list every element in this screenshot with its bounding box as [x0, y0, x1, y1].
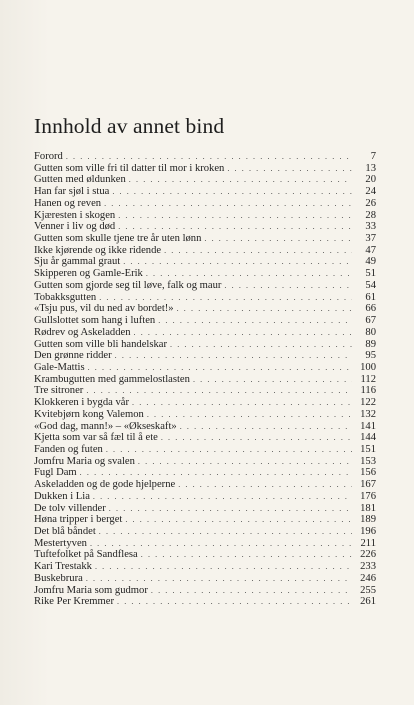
- toc-entry: [34, 538, 376, 550]
- toc-entry-title: Den grønne ridder: [34, 350, 112, 362]
- dot-leader: [90, 538, 352, 550]
- toc-entry-page: 226: [360, 549, 376, 561]
- toc-entry: [34, 397, 376, 409]
- toc-entry-page: 181: [360, 502, 376, 514]
- toc-entry-title: Gutten som gjorde seg til løve, falk og maur: [34, 279, 222, 291]
- toc-entry: [34, 444, 376, 456]
- dot-leader: [147, 409, 352, 421]
- toc-entry: [34, 221, 376, 233]
- dot-leader: [95, 561, 352, 573]
- toc-entry: [34, 526, 376, 538]
- dot-leader: [66, 151, 352, 163]
- toc-entry: [34, 362, 376, 374]
- toc-entry-title: Skipperen og Gamle-Erik: [34, 268, 143, 280]
- toc-entry-page: 89: [365, 338, 376, 350]
- toc-entry-title: Krambugutten med gammelostlasten: [34, 373, 190, 385]
- toc-entry-page: 37: [365, 233, 376, 245]
- dot-leader: [134, 327, 352, 339]
- toc-entry-title: Gutten med øldunken: [34, 174, 126, 186]
- toc-entry: [34, 596, 376, 608]
- toc-entry: [34, 163, 376, 175]
- dot-leader: [204, 233, 352, 245]
- dot-leader: [112, 186, 352, 198]
- toc-entry-title: Tuftefolket på Sandflesa: [34, 549, 138, 561]
- dot-leader: [86, 573, 352, 585]
- dot-leader: [170, 339, 352, 351]
- toc-entry-title: Dukken i Lia: [34, 490, 90, 502]
- toc-entry-page: 156: [360, 467, 376, 479]
- dot-leader: [180, 421, 352, 433]
- toc-entry-page: 132: [360, 408, 376, 420]
- toc-entry: [34, 350, 376, 362]
- toc-entry-page: 28: [365, 209, 376, 221]
- toc-entry: [34, 585, 376, 597]
- dot-leader: [99, 526, 352, 538]
- toc-entry-page: 167: [360, 479, 376, 491]
- dot-leader: [125, 514, 352, 526]
- dot-leader: [161, 432, 352, 444]
- toc-entry: [34, 374, 376, 386]
- dot-leader: [93, 491, 352, 503]
- toc-entry-title: Rødrev og Askeladden: [34, 326, 131, 338]
- toc-entry: [34, 421, 376, 433]
- dot-leader: [80, 467, 352, 479]
- toc-entry: [34, 456, 376, 468]
- toc-entry-title: Tobakksgutten: [34, 291, 97, 303]
- toc-entry: [34, 233, 376, 245]
- dot-leader: [158, 315, 352, 327]
- toc-entry: [34, 549, 376, 561]
- dot-leader: [115, 350, 352, 362]
- toc-entry-title: Gutten som ville bli handelskar: [34, 338, 167, 350]
- toc-entry-page: 261: [360, 596, 376, 608]
- toc-entry-page: 61: [365, 291, 376, 303]
- toc-entry-title: Gutten som ville fri til datter til mor i kroken: [34, 162, 225, 174]
- toc-entry-title: Buskebrura: [34, 572, 83, 584]
- dot-leader: [164, 245, 352, 257]
- toc-entry-title: Ikke kjørende og ikke ridende: [34, 244, 162, 256]
- toc-entry: [34, 573, 376, 585]
- toc-entry-title: Kari Trestakk: [34, 561, 92, 573]
- toc-entry-title: Kjæresten i skogen: [34, 209, 116, 221]
- toc-entry-title: Tre sitroner: [34, 385, 84, 397]
- toc-entry-page: 67: [365, 315, 376, 327]
- toc-entry: [34, 186, 376, 198]
- dot-leader: [104, 198, 352, 210]
- toc-entry-title: Askeladden og de gode hjelperne: [34, 479, 176, 491]
- toc-entry-page: 49: [365, 256, 376, 268]
- toc-entry-page: 196: [360, 526, 376, 537]
- toc-entry: [34, 503, 376, 515]
- toc-entry: [34, 339, 376, 351]
- toc-entry-title: Gutten som skulle tjene tre år uten lønn: [34, 233, 202, 245]
- toc-entry-title: Hanen og reven: [34, 197, 102, 209]
- toc-entry-title: Gale-Mattis: [34, 361, 85, 373]
- dot-leader: [224, 280, 352, 292]
- toc-entry-page: 26: [365, 197, 376, 209]
- toc-entry-page: 211: [360, 537, 376, 549]
- toc-entry-page: 80: [365, 326, 376, 338]
- toc-entry: [34, 210, 376, 222]
- dot-leader: [118, 221, 352, 233]
- toc-entry-page: 176: [360, 490, 376, 502]
- toc-entry-title: Det blå båndet: [34, 526, 96, 537]
- toc-entry-title: Forord: [34, 151, 63, 162]
- dot-leader: [146, 268, 352, 280]
- dot-leader: [117, 596, 352, 608]
- toc-entry-page: 13: [365, 162, 376, 174]
- toc-entry-page: 144: [360, 432, 376, 444]
- toc-entry-title: «Tsju pus, vil du ned av bordet!»: [34, 303, 174, 315]
- dot-leader: [151, 585, 352, 597]
- dot-leader: [88, 362, 352, 374]
- toc-entry: [34, 315, 376, 327]
- toc-entry-page: 233: [360, 561, 376, 573]
- dot-leader: [178, 479, 352, 491]
- toc-entry: [34, 432, 376, 444]
- page-title: Innhold av annet bind: [34, 114, 225, 138]
- dot-leader: [129, 174, 352, 186]
- toc-entry-page: 255: [360, 584, 376, 596]
- toc-entry-page: 246: [360, 572, 376, 584]
- toc-entry-title: Fugl Dam: [34, 467, 77, 479]
- toc-entry-page: 189: [360, 514, 376, 526]
- dot-leader: [99, 292, 352, 304]
- toc-entry-title: Kvitebjørn kong Valemon: [34, 408, 144, 420]
- toc-entry: [34, 327, 376, 339]
- toc-entry-page: 122: [360, 397, 376, 409]
- toc-entry: [34, 514, 376, 526]
- toc-entry-title: Fanden og futen: [34, 443, 103, 455]
- toc-entry-page: 95: [365, 350, 376, 362]
- toc-entry: [34, 256, 376, 268]
- toc-entry: [34, 280, 376, 292]
- toc-entry-page: 153: [360, 455, 376, 467]
- toc-entry: [34, 245, 376, 257]
- toc-entry-title: «God dag, mann!» – «Økseskaft»: [34, 420, 177, 432]
- dot-leader: [86, 385, 352, 397]
- toc-entry: [34, 409, 376, 421]
- toc-entry: [34, 151, 376, 163]
- toc-entry: [34, 385, 376, 397]
- toc-entry: [34, 303, 376, 315]
- dot-leader: [109, 503, 352, 515]
- toc-entry-title: Jomfru Maria som gudmor: [34, 584, 148, 596]
- dot-leader: [138, 456, 352, 468]
- toc-entry-page: 20: [365, 174, 376, 186]
- toc-entry: [34, 268, 376, 280]
- table-of-contents: [34, 151, 376, 608]
- toc-entry-title: Gullslottet som hang i luften: [34, 315, 156, 327]
- dot-leader: [132, 397, 352, 409]
- toc-entry-page: 151: [360, 443, 376, 455]
- toc-entry: [34, 561, 376, 573]
- toc-entry: [34, 292, 376, 304]
- toc-entry: [34, 479, 376, 491]
- toc-entry-title: Mestertyven: [34, 537, 87, 549]
- toc-entry-page: 7: [370, 151, 376, 162]
- toc-entry-title: Rike Per Kremmer: [34, 596, 115, 608]
- toc-entry-title: Venner i liv og død: [34, 221, 116, 233]
- toc-entry-page: 47: [365, 244, 376, 256]
- toc-entry-title: Kjetta som var så fæl til å ete: [34, 432, 158, 444]
- dot-leader: [141, 549, 352, 561]
- toc-entry-title: De tolv villender: [34, 502, 106, 514]
- dot-leader: [177, 303, 352, 315]
- toc-entry-page: 24: [365, 186, 376, 198]
- toc-entry-title: Han far sjøl i stua: [34, 186, 110, 198]
- toc-entry-page: 141: [360, 420, 376, 432]
- dot-leader: [123, 256, 352, 268]
- dot-leader: [106, 444, 352, 456]
- toc-entry-page: 116: [360, 385, 376, 397]
- toc-entry-title: Jomfru Maria og svalen: [34, 455, 135, 467]
- toc-entry: [34, 491, 376, 503]
- toc-entry: [34, 467, 376, 479]
- toc-entry-page: 51: [365, 268, 376, 280]
- dot-leader: [227, 163, 352, 175]
- toc-entry-title: Klokkeren i bygda vår: [34, 397, 130, 409]
- toc-entry-page: 100: [360, 361, 376, 373]
- toc-entry: [34, 198, 376, 210]
- toc-entry-page: 54: [365, 279, 376, 291]
- toc-entry: [34, 174, 376, 186]
- toc-entry-page: 33: [365, 221, 376, 233]
- toc-entry-title: Sju år gammal graut: [34, 256, 121, 268]
- toc-entry-page: 112: [360, 373, 376, 385]
- dot-leader: [193, 374, 352, 386]
- toc-entry-title: Høna tripper i berget: [34, 514, 123, 526]
- toc-entry-page: 66: [365, 303, 376, 315]
- dot-leader: [118, 210, 352, 222]
